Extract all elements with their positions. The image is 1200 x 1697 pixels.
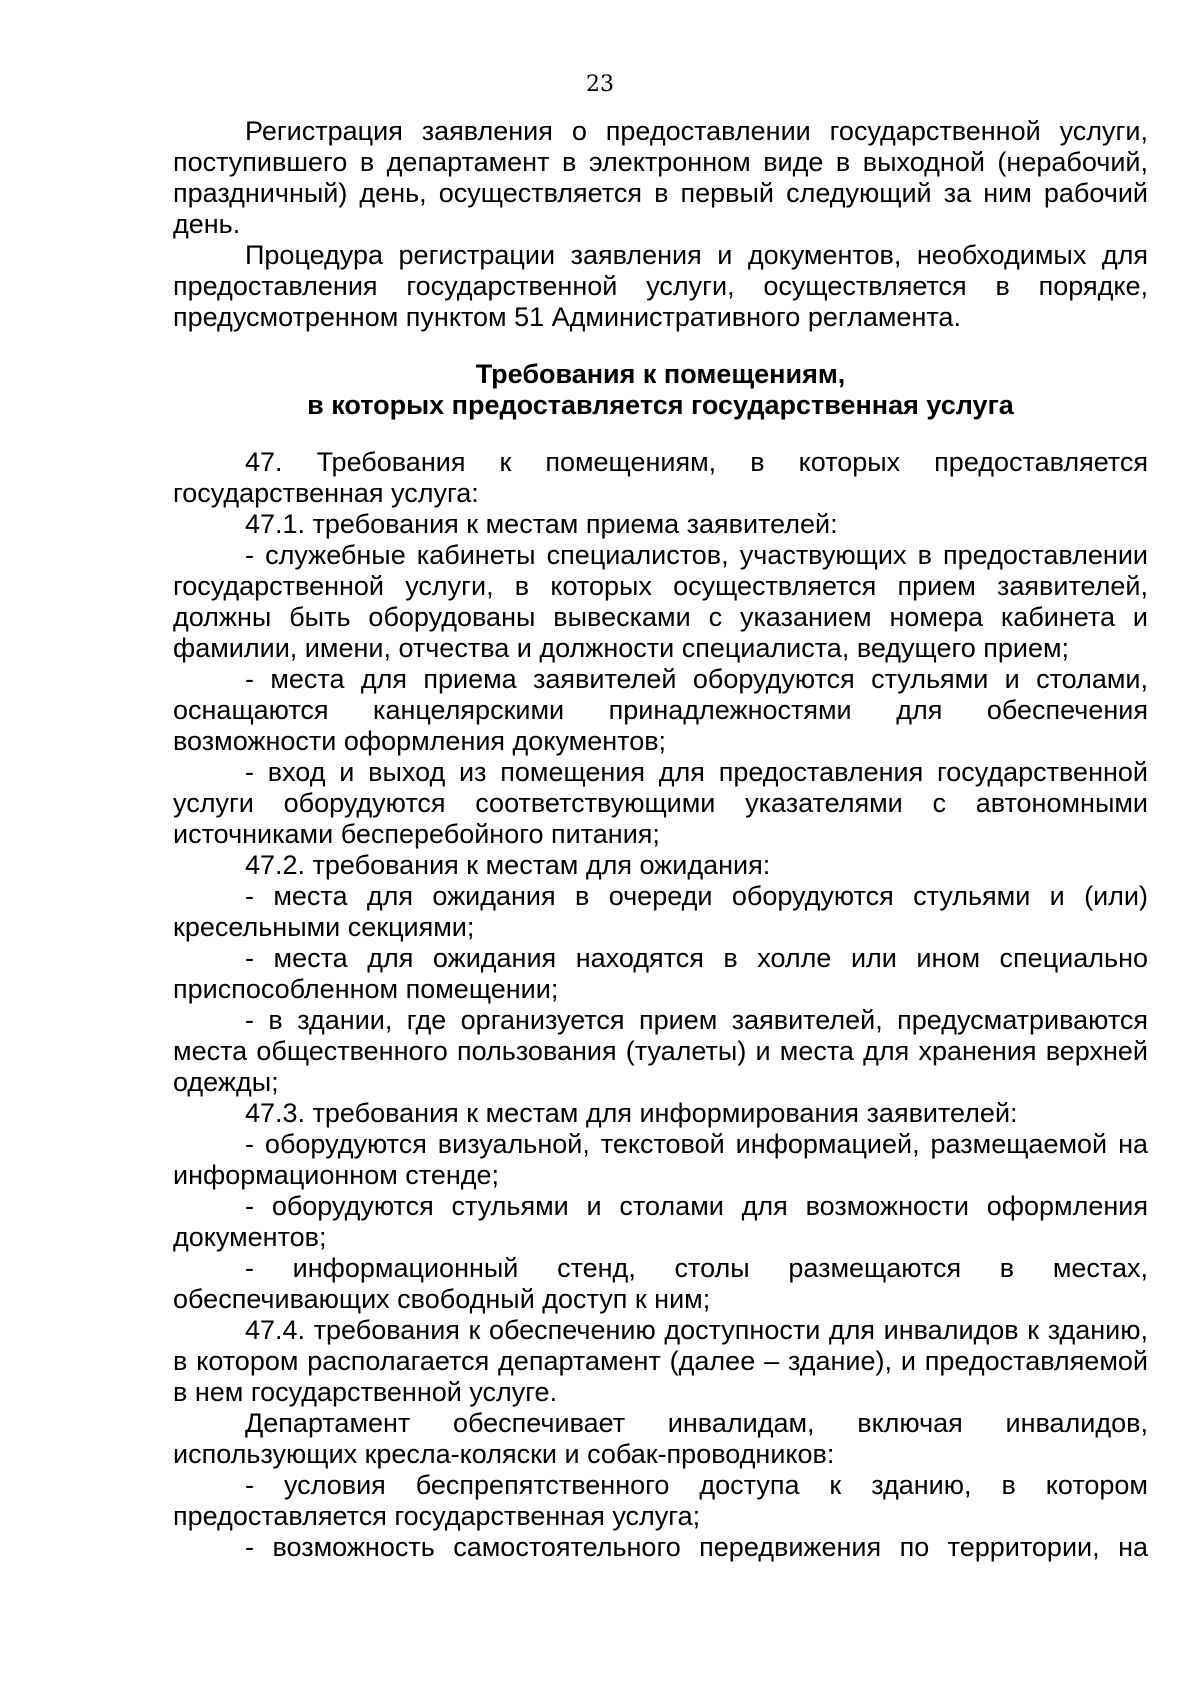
paragraph: Регистрация заявления о предоставлении государственной услуги, поступившего в департамент в электронном виде в выходной (нерабочий, праздничный) день, осуществляется в первый следующий за ним рабочий день. (173, 116, 1148, 239)
section-heading-line: Требования к помещениям, (475, 359, 846, 389)
document-body (173, 116, 1148, 1563)
page-number: 23 (586, 72, 614, 97)
section-heading-line: в которых предоставляется государственная услуга (307, 390, 1014, 420)
paragraph: - оборудуются визуальной, текстовой информацией, размещаемой на информационном стенде; (173, 1129, 1148, 1190)
paragraph: - оборудуются стульями и столами для возможности оформления документов; (173, 1191, 1148, 1252)
paragraph: - места для ожидания в очереди оборудуются стульями и (или) кресельными секциями; (173, 881, 1148, 942)
paragraph: - в здании, где организуется прием заявителей, предусматриваются места общественного пользования (туалеты) и места для хранения верхней одежды; (173, 1005, 1148, 1097)
paragraph: Процедура регистрации заявления и документов, необходимых для предоставления государственной услуги, осуществляется в порядке, предусмотренном пунктом 51 Административного регламента. (173, 240, 1148, 332)
paragraph-continued: - возможность самостоятельного передвижения по территории, на (245, 1532, 1148, 1562)
paragraph: 47. Требования к помещениям, в которых предоставляется государственная услуга: (173, 447, 1148, 508)
paragraph: - информационный стенд, столы размещаются в местах, обеспечивающих свободный доступ к ним; (173, 1253, 1148, 1314)
section-heading (173, 333, 1148, 447)
paragraph: 47.3. требования к местам для информирования заявителей: (245, 1098, 1018, 1128)
paragraph: 47.2. требования к местам для ожидания: (245, 850, 771, 880)
paragraph: - места для ожидания находятся в холле или ином специально приспособленном помещении; (173, 943, 1148, 1004)
paragraph: - служебные кабинеты специалистов, участвующих в предоставлении государственной услуги, в которых осуществляется прием заявителей, должны быть оборудованы вывесками с указанием номера кабинета и фамилии, имени, отчества и должности специалиста, ведущего прием; (173, 540, 1148, 663)
paragraph: - вход и выход из помещения для предоставления государственной услуги оборудуются соответствующими указателями с автономными источниками бесперебойного питания; (173, 757, 1148, 849)
paragraph: - места для приема заявителей оборудуются стульями и столами, оснащаются канцелярскими принадлежностями для обеспечения возможности оформления документов; (173, 664, 1148, 756)
paragraph: Департамент обеспечивает инвалидам, включая инвалидов, использующих кресла-коляски и собак-проводников: (173, 1408, 1148, 1469)
paragraph: 47.4. требования к обеспечению доступности для инвалидов к зданию, в котором располагается департамент (далее – здание), и предоставляемой в нем государственной услуге. (173, 1315, 1148, 1407)
paragraph: 47.1. требования к местам приема заявителей: (245, 509, 838, 539)
paragraph: - условия беспрепятственного доступа к зданию, в котором предоставляется государственная услуга; (173, 1470, 1148, 1531)
